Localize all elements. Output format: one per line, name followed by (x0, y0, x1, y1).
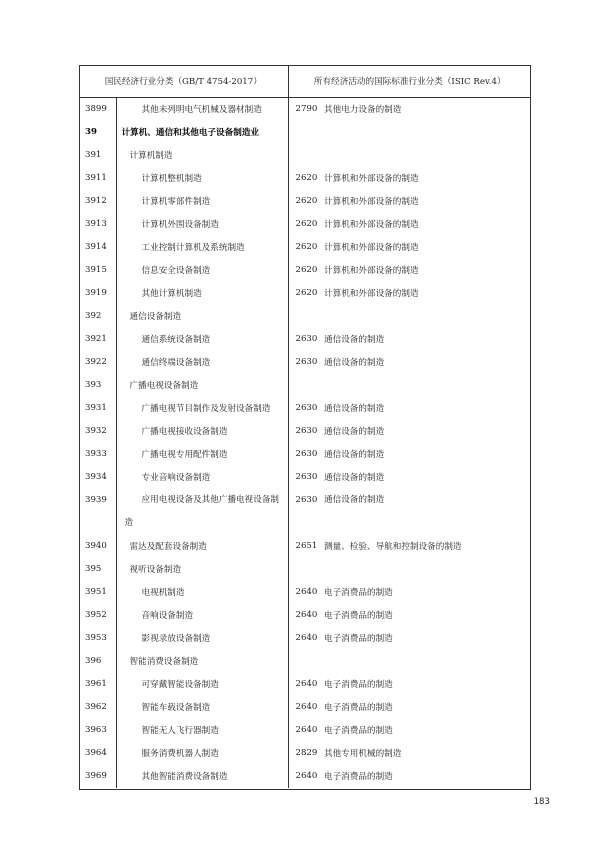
gb-name-cell: 计算机制造 (116, 144, 288, 167)
gb-name-cell: 计算机外围设备制造 (116, 213, 288, 236)
isic-code-cell: 2640 (295, 725, 318, 735)
gb-code-cell: 3911 (79, 167, 116, 190)
gb-name-cell: 计算机零部件制造 (116, 190, 288, 213)
table-row (79, 650, 531, 673)
isic-code-cell (288, 650, 322, 673)
gb-name-cell: 通信终端设备制造 (116, 351, 288, 374)
isic-name-cell (322, 374, 531, 397)
isic-code-cell (288, 558, 322, 581)
isic-name-cell: 计算机和外部设备的制造 (324, 289, 419, 299)
gb-code-cell: 3912 (79, 190, 116, 213)
gb-name-cell: 广播电视节目制作及发射设备制造 (116, 397, 288, 420)
gb-name-cell: 计算机整机制造 (116, 167, 288, 190)
isic-code-cell: 2640 (295, 702, 318, 712)
isic-code-cell: 2630 (295, 334, 318, 344)
gb-code-cell: 3953 (79, 627, 116, 650)
isic-code-cell: 2620 (295, 288, 318, 298)
gb-code-cell: 3932 (79, 420, 116, 443)
table-row (79, 121, 531, 144)
isic-code-cell: 2630 (295, 472, 318, 482)
gb-name-cell: 影视录放设备制造 (116, 627, 288, 650)
table-body (79, 98, 531, 788)
gb-code-cell: 3921 (79, 328, 116, 351)
isic-code-cell: 2640 (295, 587, 318, 597)
gb-name-cell: 广播电视设备制造 (116, 374, 288, 397)
table-row (79, 328, 531, 351)
gb-name-cell: 智能车载设备制造 (116, 696, 288, 719)
table-row (79, 167, 531, 190)
isic-name-cell: 通信设备的制造 (324, 450, 385, 460)
table-header-row (79, 65, 531, 98)
gb-name-cell: 信息安全设备制造 (116, 259, 288, 282)
table-row (79, 673, 531, 696)
isic-code-cell: 2630 (295, 357, 318, 367)
isic-code-cell: 2640 (295, 771, 318, 781)
table-row (79, 374, 531, 397)
isic-code-cell: 2620 (295, 219, 318, 229)
isic-name-cell: 计算机和外部设备的制造 (324, 174, 419, 184)
isic-name-cell: 电子消费品的制造 (324, 611, 393, 621)
table-row (79, 535, 531, 558)
isic-name-cell: 电子消费品的制造 (324, 703, 393, 713)
gb-code-cell: 3952 (79, 604, 116, 627)
gb-name-cell: 通信设备制造 (116, 305, 288, 328)
table-row (79, 765, 531, 788)
isic-name-cell: 电子消费品的制造 (324, 634, 393, 644)
isic-code-cell: 2630 (295, 403, 318, 413)
gb-name-cell: 工业控制计算机及系统制造 (116, 236, 288, 259)
isic-name-cell: 计算机和外部设备的制造 (324, 266, 419, 276)
table-row (79, 604, 531, 627)
gb-name-cell: 其他计算机制造 (116, 282, 288, 305)
gb-code-cell: 3922 (79, 351, 116, 374)
table-row (79, 98, 531, 121)
page-number: 183 (533, 797, 550, 807)
gb-name-cell: 智能消费设备制造 (116, 650, 288, 673)
isic-name-cell (322, 650, 531, 673)
gb-code-cell: 3964 (79, 742, 116, 765)
gb-name-cell: 其他智能消费设备制造 (116, 765, 288, 788)
isic-name-cell: 计算机和外部设备的制造 (324, 243, 419, 253)
gb-code-cell: 3962 (79, 696, 116, 719)
table-row (79, 236, 531, 259)
table-row (79, 719, 531, 742)
table-row (79, 305, 531, 328)
gb-code-cell: 393 (79, 374, 116, 397)
isic-name-cell: 其他电力设备的制造 (324, 105, 402, 116)
isic-name-cell (322, 305, 531, 328)
isic-code-cell: 2630 (295, 494, 318, 505)
gb-code-cell: 3915 (79, 259, 116, 282)
isic-name-cell (322, 121, 531, 144)
isic-code-cell (288, 374, 322, 397)
gb-code-cell: 396 (79, 650, 116, 673)
gb-name-cell: 电视机制造 (116, 581, 288, 604)
isic-code-cell: 2651 (295, 541, 318, 551)
isic-name-cell: 其他专用机械的制造 (324, 749, 402, 759)
table-frame-bottom (79, 789, 531, 790)
table-row (79, 397, 531, 420)
gb-code-cell: 391 (79, 144, 116, 167)
isic-code-cell: 2829 (295, 748, 318, 758)
isic-name-cell: 测量、检验、导航和控制设备的制造 (324, 542, 462, 552)
gb-name-cell: 专业音响设备制造 (116, 466, 288, 489)
isic-code-cell: 2640 (295, 633, 318, 643)
gb-name-cell: 音响设备制造 (116, 604, 288, 627)
isic-code-cell: 2640 (295, 679, 318, 689)
gb-name-cell: 计算机、通信和其他电子设备制造业 (116, 121, 288, 144)
isic-code-cell: 2790 (295, 104, 318, 115)
isic-name-cell: 通信设备的制造 (324, 494, 385, 505)
gb-name-cell: 智能无人飞行器制造 (116, 719, 288, 742)
gb-name-cell: 视听设备制造 (116, 558, 288, 581)
isic-code-cell: 2620 (295, 265, 318, 275)
table-row (79, 627, 531, 650)
table-row (79, 259, 531, 282)
gb-name-cell: 广播电视接收设备制造 (116, 420, 288, 443)
table-row (79, 144, 531, 167)
isic-code-cell: 2640 (295, 610, 318, 620)
isic-name-cell: 电子消费品的制造 (324, 588, 393, 598)
gb-code-cell: 3934 (79, 466, 116, 489)
gb-code-cell: 3961 (79, 673, 116, 696)
gb-code-cell: 3939 (79, 489, 116, 535)
table-row (79, 282, 531, 305)
isic-name-cell (322, 558, 531, 581)
isic-name-cell: 电子消费品的制造 (324, 680, 393, 690)
gb-code-cell: 39 (79, 121, 116, 144)
header-isic-classification: 所有经济活动的国际标准行业分类（ISIC Rev.4） (288, 65, 531, 98)
gb-code-cell: 3963 (79, 719, 116, 742)
table-row (79, 420, 531, 443)
gb-name-cell: 服务消费机器人制造 (116, 742, 288, 765)
isic-code-cell (288, 144, 322, 167)
table-row (79, 558, 531, 581)
isic-code-cell: 2620 (295, 242, 318, 252)
table-row (79, 213, 531, 236)
isic-name-cell: 通信设备的制造 (324, 358, 385, 368)
gb-code-cell: 3940 (79, 535, 116, 558)
gb-code-cell: 3899 (79, 98, 116, 121)
gb-code-cell: 395 (79, 558, 116, 581)
isic-name-cell: 通信设备的制造 (324, 404, 385, 414)
gb-name-cell: 可穿戴智能设备制造 (116, 673, 288, 696)
isic-code-cell (288, 121, 322, 144)
gb-code-cell: 3914 (79, 236, 116, 259)
header-gb-classification: 国民经济行业分类（GB/T 4754-2017） (79, 65, 288, 98)
gb-code-cell: 3919 (79, 282, 116, 305)
gb-code-cell: 3951 (79, 581, 116, 604)
isic-name-cell: 通信设备的制造 (324, 473, 385, 483)
gb-name-cell: 广播电视专用配件制造 (116, 443, 288, 466)
gb-name-cell: 应用电视设备及其他广播电视设备制造 (116, 489, 288, 535)
isic-name-cell: 通信设备的制造 (324, 427, 385, 437)
isic-name-cell: 计算机和外部设备的制造 (324, 220, 419, 230)
gb-name-cell: 通信系统设备制造 (116, 328, 288, 351)
isic-name-cell: 通信设备的制造 (324, 335, 385, 345)
isic-code-cell (288, 305, 322, 328)
gb-name-cell: 雷达及配套设备制造 (116, 535, 288, 558)
gb-code-cell: 3933 (79, 443, 116, 466)
table-row (79, 696, 531, 719)
classification-table (79, 65, 531, 788)
table-row (79, 466, 531, 489)
table-row (79, 742, 531, 765)
gb-name-cell: 其他未列明电气机械及器材制造 (116, 98, 288, 121)
table-row (79, 351, 531, 374)
gb-code-cell: 392 (79, 305, 116, 328)
isic-name-cell: 计算机和外部设备的制造 (324, 197, 419, 207)
gb-code-cell: 3931 (79, 397, 116, 420)
isic-code-cell: 2630 (295, 449, 318, 459)
isic-code-cell: 2630 (295, 426, 318, 436)
table-row (79, 190, 531, 213)
isic-code-cell: 2620 (295, 196, 318, 206)
isic-name-cell: 电子消费品的制造 (324, 726, 393, 736)
gb-code-cell: 3913 (79, 213, 116, 236)
table-row (79, 489, 531, 535)
table-row (79, 581, 531, 604)
isic-name-cell: 电子消费品的制造 (324, 772, 393, 782)
isic-name-cell (322, 144, 531, 167)
table-row (79, 443, 531, 466)
gb-code-cell: 3969 (79, 765, 116, 788)
isic-code-cell: 2620 (295, 173, 318, 183)
